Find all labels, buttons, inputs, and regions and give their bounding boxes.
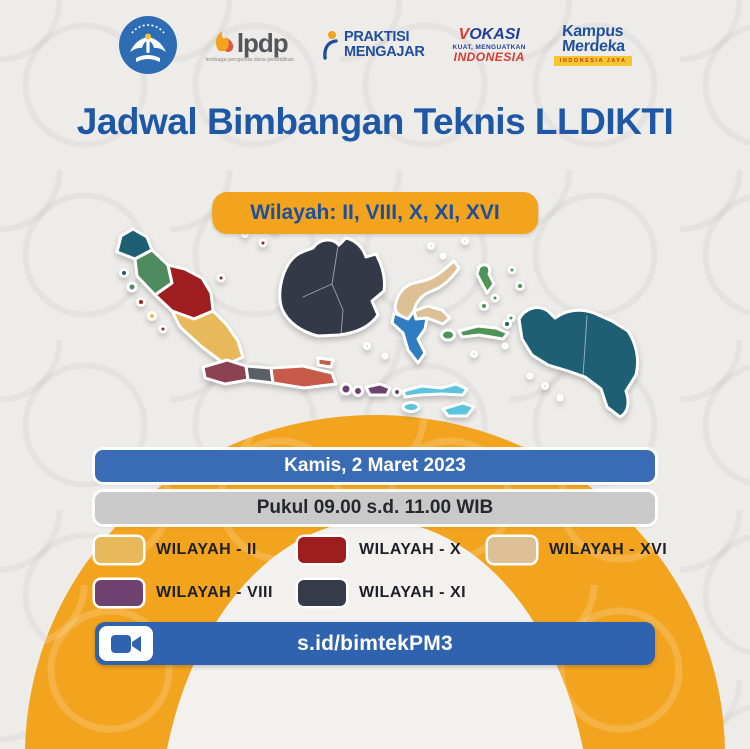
- kampus-merdeka-wordmark-1: Kampus: [561, 22, 625, 40]
- logo-row: [0, 12, 750, 78]
- legend-label: WILAYAH - VIII: [156, 584, 273, 601]
- legend-label: WILAYAH - XI: [359, 584, 467, 601]
- vokasi-subline: KUAT, MENGUATKAN: [452, 44, 526, 51]
- meeting-link-bar[interactable]: [95, 622, 655, 665]
- time-bar: Pukul 09.00 s.d. 11.00 WIB: [95, 492, 655, 524]
- date-bar: Kamis, 2 Maret 2023: [95, 450, 655, 482]
- legend-swatch-wilayah-ii: [95, 537, 143, 563]
- praktisi-figure-icon: [322, 30, 340, 60]
- legend-item-wilayah-x: [298, 537, 488, 563]
- vokasi-wordmark: VOKASI: [458, 26, 520, 43]
- vokasi-indonesia: INDONESIA: [453, 50, 525, 64]
- kemendikbud-logo: [118, 15, 178, 75]
- lpdp-flame-icon: [212, 28, 234, 54]
- kampus-merdeka-logo: [554, 24, 633, 66]
- meeting-link-text: s.id/bimtekPM3: [297, 631, 453, 655]
- legend-label: WILAYAH - XVI: [549, 541, 668, 558]
- wilayah-pill: Wilayah: II, VIII, X, XI, XVI: [212, 192, 538, 234]
- kampus-merdeka-wordmark-2: Merdeka: [561, 38, 626, 55]
- legend-label: WILAYAH - X: [359, 541, 462, 558]
- legend-item-wilayah-xi: [298, 580, 488, 606]
- legend-item-wilayah-ii: [95, 537, 298, 563]
- legend-swatch-wilayah-viii: [95, 580, 143, 606]
- lpdp-tagline: lembaga pengelola dana pendidikan: [205, 56, 294, 63]
- legend-item-wilayah-viii: [95, 580, 298, 606]
- wilayah-legend: [95, 537, 668, 606]
- indonesia-map: [75, 226, 675, 426]
- legend-item-wilayah-xvi: [488, 537, 667, 563]
- praktisi-mengajar-logo: [322, 30, 425, 60]
- legend-swatch-wilayah-x: [298, 537, 346, 563]
- legend-swatch-wilayah-xvi: [488, 537, 536, 563]
- praktisi-wordmark: PRAKTISI MENGAJAR: [343, 29, 425, 60]
- indonesia-jaya-badge: INDONESIA JAYA: [554, 56, 633, 66]
- legend-label: WILAYAH - II: [156, 541, 257, 558]
- lpdp-wordmark: lpdp: [236, 27, 288, 58]
- page-title: Jadwal Bimbangan Teknis LLDIKTI: [76, 101, 674, 142]
- tut-wuri-handayani-icon: [118, 15, 178, 75]
- lpdp-logo: [206, 28, 294, 63]
- legend-swatch-wilayah-xi: [298, 580, 346, 606]
- vokasi-logo: [453, 27, 526, 63]
